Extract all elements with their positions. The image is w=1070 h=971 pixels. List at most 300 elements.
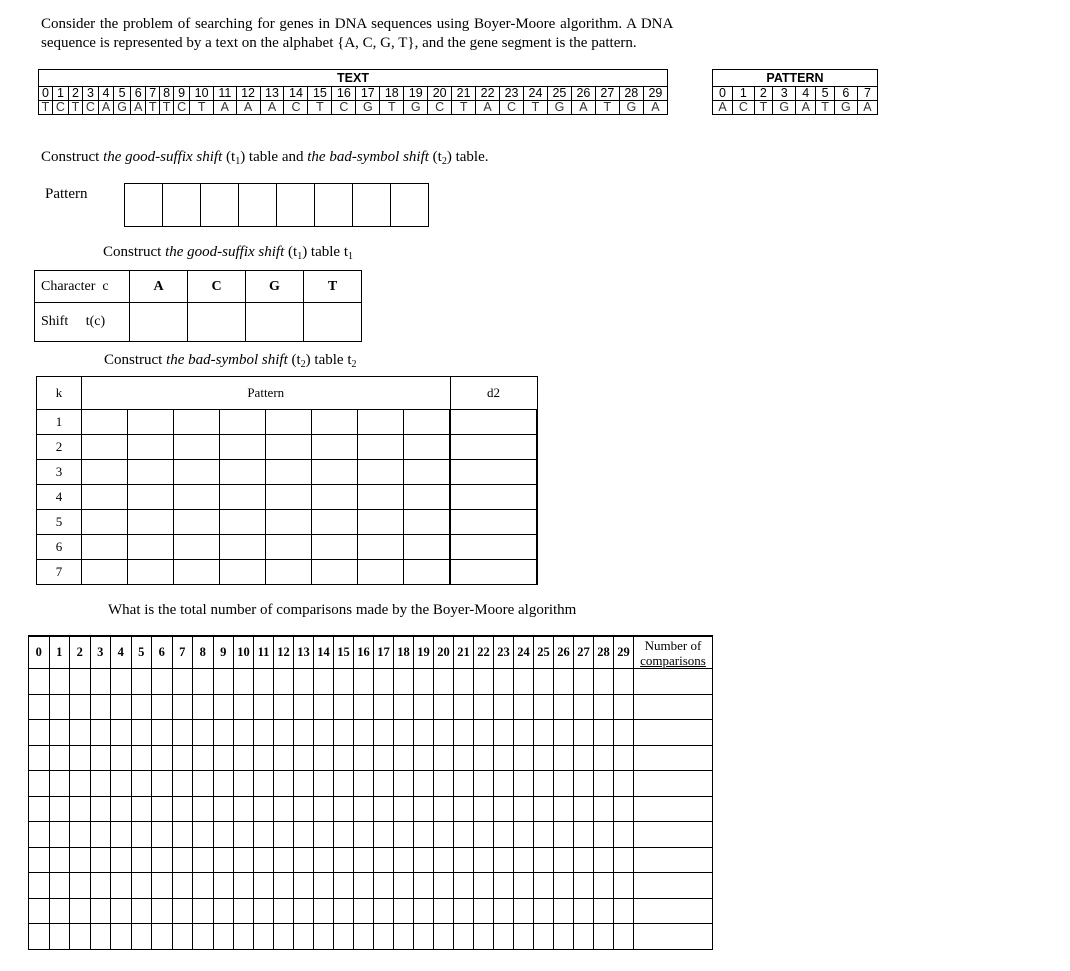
comparison-cell[interactable]: [514, 796, 534, 822]
comparison-cell[interactable]: [454, 847, 474, 873]
pattern-box[interactable]: [125, 184, 163, 227]
pattern-box[interactable]: [163, 184, 201, 227]
comparison-cell[interactable]: [90, 822, 111, 848]
pattern-cell[interactable]: [266, 535, 312, 560]
comparison-cell[interactable]: [213, 669, 234, 695]
pattern-cell[interactable]: [82, 535, 128, 560]
comparison-cell[interactable]: [193, 694, 214, 720]
comparison-cell[interactable]: [152, 694, 173, 720]
comparison-cell[interactable]: [354, 694, 374, 720]
comparison-cell[interactable]: [314, 924, 334, 950]
d2-cell[interactable]: [450, 460, 537, 485]
comparison-cell[interactable]: [70, 796, 91, 822]
comparison-cell[interactable]: [193, 720, 214, 746]
comparison-cell[interactable]: [394, 847, 414, 873]
comparison-cell[interactable]: [494, 669, 514, 695]
comparison-cell[interactable]: [614, 669, 634, 695]
comparison-cell[interactable]: [131, 771, 152, 797]
comparison-cell[interactable]: [111, 873, 132, 899]
comparison-count-cell[interactable]: [634, 898, 713, 924]
pattern-cell[interactable]: [404, 510, 451, 535]
comparison-cell[interactable]: [131, 720, 152, 746]
d2-cell[interactable]: [450, 560, 537, 585]
pattern-cell[interactable]: [220, 485, 266, 510]
comparison-cell[interactable]: [614, 822, 634, 848]
comparison-cell[interactable]: [294, 822, 314, 848]
comparison-cell[interactable]: [574, 873, 594, 899]
pattern-cell[interactable]: [312, 485, 358, 510]
comparison-cell[interactable]: [152, 847, 173, 873]
comparison-cell[interactable]: [394, 720, 414, 746]
comparison-cell[interactable]: [193, 873, 214, 899]
comparison-cell[interactable]: [454, 745, 474, 771]
comparison-cell[interactable]: [294, 720, 314, 746]
comparison-cell[interactable]: [614, 771, 634, 797]
comparison-cell[interactable]: [494, 771, 514, 797]
pattern-cell[interactable]: [404, 410, 451, 435]
comparison-cell[interactable]: [374, 694, 394, 720]
comparison-cell[interactable]: [534, 720, 554, 746]
comparison-cell[interactable]: [29, 898, 50, 924]
comparison-cell[interactable]: [254, 847, 274, 873]
comparison-cell[interactable]: [534, 873, 554, 899]
pattern-cell[interactable]: [220, 560, 266, 585]
pattern-cell[interactable]: [82, 410, 128, 435]
comparison-cell[interactable]: [554, 822, 574, 848]
comparison-cell[interactable]: [394, 694, 414, 720]
comparison-cell[interactable]: [454, 796, 474, 822]
comparison-cell[interactable]: [152, 924, 173, 950]
comparison-cell[interactable]: [354, 796, 374, 822]
d2-cell[interactable]: [450, 485, 537, 510]
comparison-cell[interactable]: [49, 745, 70, 771]
comparison-cell[interactable]: [334, 669, 354, 695]
comparison-cell[interactable]: [274, 898, 294, 924]
comparison-cell[interactable]: [234, 694, 254, 720]
shift-cell-g[interactable]: [246, 303, 304, 342]
comparison-count-cell[interactable]: [634, 745, 713, 771]
comparison-cell[interactable]: [49, 898, 70, 924]
comparison-cell[interactable]: [414, 694, 434, 720]
comparison-cell[interactable]: [334, 847, 354, 873]
pattern-cell[interactable]: [312, 535, 358, 560]
comparison-cell[interactable]: [131, 822, 152, 848]
comparison-cell[interactable]: [374, 796, 394, 822]
comparison-cell[interactable]: [193, 898, 214, 924]
comparison-cell[interactable]: [454, 924, 474, 950]
comparison-cell[interactable]: [594, 924, 614, 950]
comparison-cell[interactable]: [334, 694, 354, 720]
pattern-cell[interactable]: [128, 485, 174, 510]
pattern-cell[interactable]: [358, 485, 404, 510]
comparison-cell[interactable]: [594, 771, 614, 797]
comparison-cell[interactable]: [294, 873, 314, 899]
comparison-cell[interactable]: [394, 796, 414, 822]
comparison-cell[interactable]: [314, 796, 334, 822]
comparison-cell[interactable]: [131, 745, 152, 771]
comparison-cell[interactable]: [514, 847, 534, 873]
comparison-cell[interactable]: [29, 822, 50, 848]
comparison-cell[interactable]: [213, 873, 234, 899]
comparison-cell[interactable]: [234, 669, 254, 695]
comparison-cell[interactable]: [454, 822, 474, 848]
pattern-cell[interactable]: [404, 535, 451, 560]
shift-cell-c[interactable]: [188, 303, 246, 342]
comparison-cell[interactable]: [434, 873, 454, 899]
comparison-cell[interactable]: [554, 898, 574, 924]
comparison-cell[interactable]: [534, 924, 554, 950]
pattern-cell[interactable]: [128, 535, 174, 560]
comparison-cell[interactable]: [374, 771, 394, 797]
pattern-box[interactable]: [277, 184, 315, 227]
comparison-cell[interactable]: [172, 694, 193, 720]
comparison-cell[interactable]: [394, 924, 414, 950]
comparison-cell[interactable]: [70, 720, 91, 746]
comparison-cell[interactable]: [193, 669, 214, 695]
comparison-cell[interactable]: [172, 924, 193, 950]
comparison-cell[interactable]: [554, 847, 574, 873]
comparison-cell[interactable]: [193, 745, 214, 771]
comparison-cell[interactable]: [394, 822, 414, 848]
comparison-cell[interactable]: [354, 771, 374, 797]
comparison-cell[interactable]: [193, 771, 214, 797]
comparison-cell[interactable]: [131, 924, 152, 950]
comparison-cell[interactable]: [254, 720, 274, 746]
comparison-cell[interactable]: [434, 669, 454, 695]
comparison-cell[interactable]: [314, 822, 334, 848]
pattern-cell[interactable]: [82, 510, 128, 535]
comparison-cell[interactable]: [474, 669, 494, 695]
pattern-cell[interactable]: [404, 485, 451, 510]
pattern-cell[interactable]: [82, 560, 128, 585]
comparison-cell[interactable]: [294, 694, 314, 720]
comparison-cell[interactable]: [172, 669, 193, 695]
comparison-cell[interactable]: [594, 898, 614, 924]
comparison-cell[interactable]: [49, 669, 70, 695]
comparison-cell[interactable]: [354, 873, 374, 899]
comparison-cell[interactable]: [434, 822, 454, 848]
comparison-cell[interactable]: [49, 873, 70, 899]
comparison-cell[interactable]: [334, 745, 354, 771]
comparison-cell[interactable]: [574, 669, 594, 695]
comparison-cell[interactable]: [474, 771, 494, 797]
comparison-cell[interactable]: [274, 771, 294, 797]
comparison-cell[interactable]: [90, 745, 111, 771]
comparison-cell[interactable]: [70, 694, 91, 720]
pattern-cell[interactable]: [220, 510, 266, 535]
comparison-cell[interactable]: [131, 694, 152, 720]
comparison-cell[interactable]: [254, 771, 274, 797]
comparison-cell[interactable]: [514, 898, 534, 924]
comparison-count-cell[interactable]: [634, 847, 713, 873]
pattern-box[interactable]: [353, 184, 391, 227]
comparison-cell[interactable]: [314, 669, 334, 695]
pattern-cell[interactable]: [82, 435, 128, 460]
d2-cell[interactable]: [450, 535, 537, 560]
comparison-cell[interactable]: [152, 898, 173, 924]
comparison-cell[interactable]: [614, 898, 634, 924]
comparison-cell[interactable]: [574, 796, 594, 822]
comparison-cell[interactable]: [474, 822, 494, 848]
comparison-cell[interactable]: [254, 796, 274, 822]
comparison-cell[interactable]: [274, 822, 294, 848]
comparison-cell[interactable]: [70, 822, 91, 848]
comparison-cell[interactable]: [213, 694, 234, 720]
comparison-cell[interactable]: [434, 720, 454, 746]
pattern-cell[interactable]: [220, 410, 266, 435]
comparison-cell[interactable]: [234, 924, 254, 950]
comparison-cell[interactable]: [574, 822, 594, 848]
comparison-cell[interactable]: [414, 822, 434, 848]
comparison-cell[interactable]: [49, 720, 70, 746]
comparison-cell[interactable]: [70, 873, 91, 899]
comparison-cell[interactable]: [374, 745, 394, 771]
comparison-count-cell[interactable]: [634, 924, 713, 950]
comparison-cell[interactable]: [70, 669, 91, 695]
comparison-cell[interactable]: [131, 669, 152, 695]
comparison-cell[interactable]: [131, 873, 152, 899]
comparison-cell[interactable]: [314, 745, 334, 771]
comparison-cell[interactable]: [394, 771, 414, 797]
comparison-cell[interactable]: [314, 847, 334, 873]
pattern-box[interactable]: [391, 184, 429, 227]
comparison-cell[interactable]: [193, 796, 214, 822]
comparison-cell[interactable]: [172, 720, 193, 746]
pattern-cell[interactable]: [312, 435, 358, 460]
comparison-cell[interactable]: [234, 898, 254, 924]
comparison-cell[interactable]: [294, 796, 314, 822]
comparison-cell[interactable]: [152, 771, 173, 797]
comparison-cell[interactable]: [434, 898, 454, 924]
comparison-cell[interactable]: [254, 669, 274, 695]
pattern-cell[interactable]: [128, 435, 174, 460]
pattern-cell[interactable]: [220, 435, 266, 460]
d2-cell[interactable]: [450, 410, 537, 435]
pattern-cell[interactable]: [266, 560, 312, 585]
comparison-cell[interactable]: [234, 720, 254, 746]
comparison-cell[interactable]: [234, 796, 254, 822]
pattern-cell[interactable]: [266, 460, 312, 485]
comparison-cell[interactable]: [111, 771, 132, 797]
comparison-cell[interactable]: [70, 771, 91, 797]
comparison-cell[interactable]: [374, 924, 394, 950]
comparison-cell[interactable]: [434, 847, 454, 873]
comparison-cell[interactable]: [534, 745, 554, 771]
pattern-cell[interactable]: [128, 560, 174, 585]
comparison-cell[interactable]: [334, 873, 354, 899]
comparison-count-cell[interactable]: [634, 796, 713, 822]
pattern-cell[interactable]: [174, 510, 220, 535]
pattern-cell[interactable]: [358, 410, 404, 435]
comparison-cell[interactable]: [354, 847, 374, 873]
comparison-cell[interactable]: [554, 669, 574, 695]
comparison-cell[interactable]: [49, 694, 70, 720]
comparison-cell[interactable]: [90, 669, 111, 695]
comparison-cell[interactable]: [594, 873, 614, 899]
comparison-cell[interactable]: [90, 847, 111, 873]
comparison-cell[interactable]: [334, 796, 354, 822]
comparison-cell[interactable]: [394, 898, 414, 924]
comparison-cell[interactable]: [111, 847, 132, 873]
comparison-cell[interactable]: [294, 669, 314, 695]
pattern-cell[interactable]: [128, 410, 174, 435]
comparison-cell[interactable]: [594, 796, 614, 822]
comparison-cell[interactable]: [172, 847, 193, 873]
comparison-cell[interactable]: [614, 924, 634, 950]
pattern-cell[interactable]: [174, 435, 220, 460]
comparison-cell[interactable]: [494, 822, 514, 848]
comparison-cell[interactable]: [574, 847, 594, 873]
pattern-cell[interactable]: [174, 535, 220, 560]
pattern-cell[interactable]: [266, 485, 312, 510]
comparison-cell[interactable]: [494, 694, 514, 720]
d2-cell[interactable]: [450, 435, 537, 460]
comparison-cell[interactable]: [454, 720, 474, 746]
comparison-cell[interactable]: [254, 745, 274, 771]
comparison-cell[interactable]: [494, 873, 514, 899]
comparison-cell[interactable]: [414, 720, 434, 746]
comparison-cell[interactable]: [172, 745, 193, 771]
comparison-cell[interactable]: [414, 873, 434, 899]
comparison-cell[interactable]: [554, 745, 574, 771]
comparison-count-cell[interactable]: [634, 669, 713, 695]
comparison-cell[interactable]: [514, 822, 534, 848]
pattern-cell[interactable]: [312, 410, 358, 435]
comparison-cell[interactable]: [454, 694, 474, 720]
comparison-cell[interactable]: [274, 720, 294, 746]
comparison-cell[interactable]: [574, 720, 594, 746]
comparison-cell[interactable]: [354, 669, 374, 695]
comparison-cell[interactable]: [334, 720, 354, 746]
comparison-count-cell[interactable]: [634, 822, 713, 848]
comparison-cell[interactable]: [294, 898, 314, 924]
comparison-cell[interactable]: [514, 745, 534, 771]
comparison-cell[interactable]: [534, 694, 554, 720]
comparison-cell[interactable]: [414, 745, 434, 771]
comparison-cell[interactable]: [494, 745, 514, 771]
comparison-cell[interactable]: [152, 796, 173, 822]
comparison-cell[interactable]: [213, 822, 234, 848]
comparison-cell[interactable]: [494, 796, 514, 822]
comparison-cell[interactable]: [49, 924, 70, 950]
comparison-cell[interactable]: [172, 873, 193, 899]
comparison-cell[interactable]: [374, 898, 394, 924]
pattern-cell[interactable]: [174, 460, 220, 485]
comparison-cell[interactable]: [90, 898, 111, 924]
comparison-cell[interactable]: [474, 847, 494, 873]
comparison-cell[interactable]: [574, 694, 594, 720]
comparison-cell[interactable]: [614, 720, 634, 746]
comparison-cell[interactable]: [274, 873, 294, 899]
comparison-cell[interactable]: [514, 669, 534, 695]
pattern-cell[interactable]: [312, 560, 358, 585]
pattern-cell[interactable]: [174, 560, 220, 585]
comparison-cell[interactable]: [213, 720, 234, 746]
comparison-cell[interactable]: [534, 822, 554, 848]
comparison-cell[interactable]: [534, 771, 554, 797]
comparison-cell[interactable]: [49, 796, 70, 822]
comparison-cell[interactable]: [193, 847, 214, 873]
comparison-cell[interactable]: [454, 771, 474, 797]
comparison-cell[interactable]: [90, 924, 111, 950]
pattern-cell[interactable]: [266, 510, 312, 535]
comparison-cell[interactable]: [314, 720, 334, 746]
comparison-cell[interactable]: [614, 796, 634, 822]
comparison-cell[interactable]: [29, 924, 50, 950]
comparison-cell[interactable]: [374, 720, 394, 746]
comparison-cell[interactable]: [131, 847, 152, 873]
comparison-cell[interactable]: [314, 873, 334, 899]
comparison-cell[interactable]: [554, 873, 574, 899]
comparison-cell[interactable]: [534, 669, 554, 695]
comparison-cell[interactable]: [394, 745, 414, 771]
comparison-cell[interactable]: [234, 771, 254, 797]
comparison-cell[interactable]: [152, 745, 173, 771]
comparison-cell[interactable]: [274, 847, 294, 873]
pattern-cell[interactable]: [82, 460, 128, 485]
comparison-cell[interactable]: [70, 898, 91, 924]
comparison-cell[interactable]: [234, 822, 254, 848]
comparison-cell[interactable]: [494, 720, 514, 746]
comparison-cell[interactable]: [374, 669, 394, 695]
pattern-cell[interactable]: [174, 410, 220, 435]
comparison-cell[interactable]: [90, 873, 111, 899]
comparison-cell[interactable]: [29, 669, 50, 695]
comparison-cell[interactable]: [131, 796, 152, 822]
comparison-cell[interactable]: [111, 720, 132, 746]
comparison-cell[interactable]: [29, 796, 50, 822]
pattern-cell[interactable]: [358, 435, 404, 460]
comparison-cell[interactable]: [213, 924, 234, 950]
comparison-cell[interactable]: [514, 694, 534, 720]
comparison-cell[interactable]: [414, 898, 434, 924]
pattern-cell[interactable]: [404, 435, 451, 460]
comparison-cell[interactable]: [574, 771, 594, 797]
comparison-cell[interactable]: [474, 796, 494, 822]
pattern-box[interactable]: [239, 184, 277, 227]
comparison-cell[interactable]: [213, 847, 234, 873]
comparison-cell[interactable]: [213, 796, 234, 822]
comparison-cell[interactable]: [434, 745, 454, 771]
comparison-cell[interactable]: [454, 669, 474, 695]
comparison-cell[interactable]: [111, 669, 132, 695]
comparison-cell[interactable]: [494, 924, 514, 950]
comparison-cell[interactable]: [152, 873, 173, 899]
comparison-cell[interactable]: [354, 745, 374, 771]
comparison-cell[interactable]: [172, 898, 193, 924]
comparison-cell[interactable]: [29, 873, 50, 899]
comparison-cell[interactable]: [474, 898, 494, 924]
comparison-cell[interactable]: [70, 924, 91, 950]
comparison-cell[interactable]: [494, 847, 514, 873]
comparison-cell[interactable]: [514, 771, 534, 797]
comparison-cell[interactable]: [90, 771, 111, 797]
comparison-cell[interactable]: [374, 847, 394, 873]
shift-cell-a[interactable]: [130, 303, 188, 342]
comparison-cell[interactable]: [70, 847, 91, 873]
pattern-box[interactable]: [201, 184, 239, 227]
comparison-cell[interactable]: [414, 924, 434, 950]
pattern-cell[interactable]: [404, 560, 451, 585]
comparison-cell[interactable]: [554, 924, 574, 950]
pattern-box[interactable]: [315, 184, 353, 227]
comparison-cell[interactable]: [254, 694, 274, 720]
comparison-cell[interactable]: [414, 847, 434, 873]
comparison-cell[interactable]: [274, 924, 294, 950]
comparison-cell[interactable]: [354, 898, 374, 924]
comparison-cell[interactable]: [474, 873, 494, 899]
comparison-cell[interactable]: [414, 669, 434, 695]
